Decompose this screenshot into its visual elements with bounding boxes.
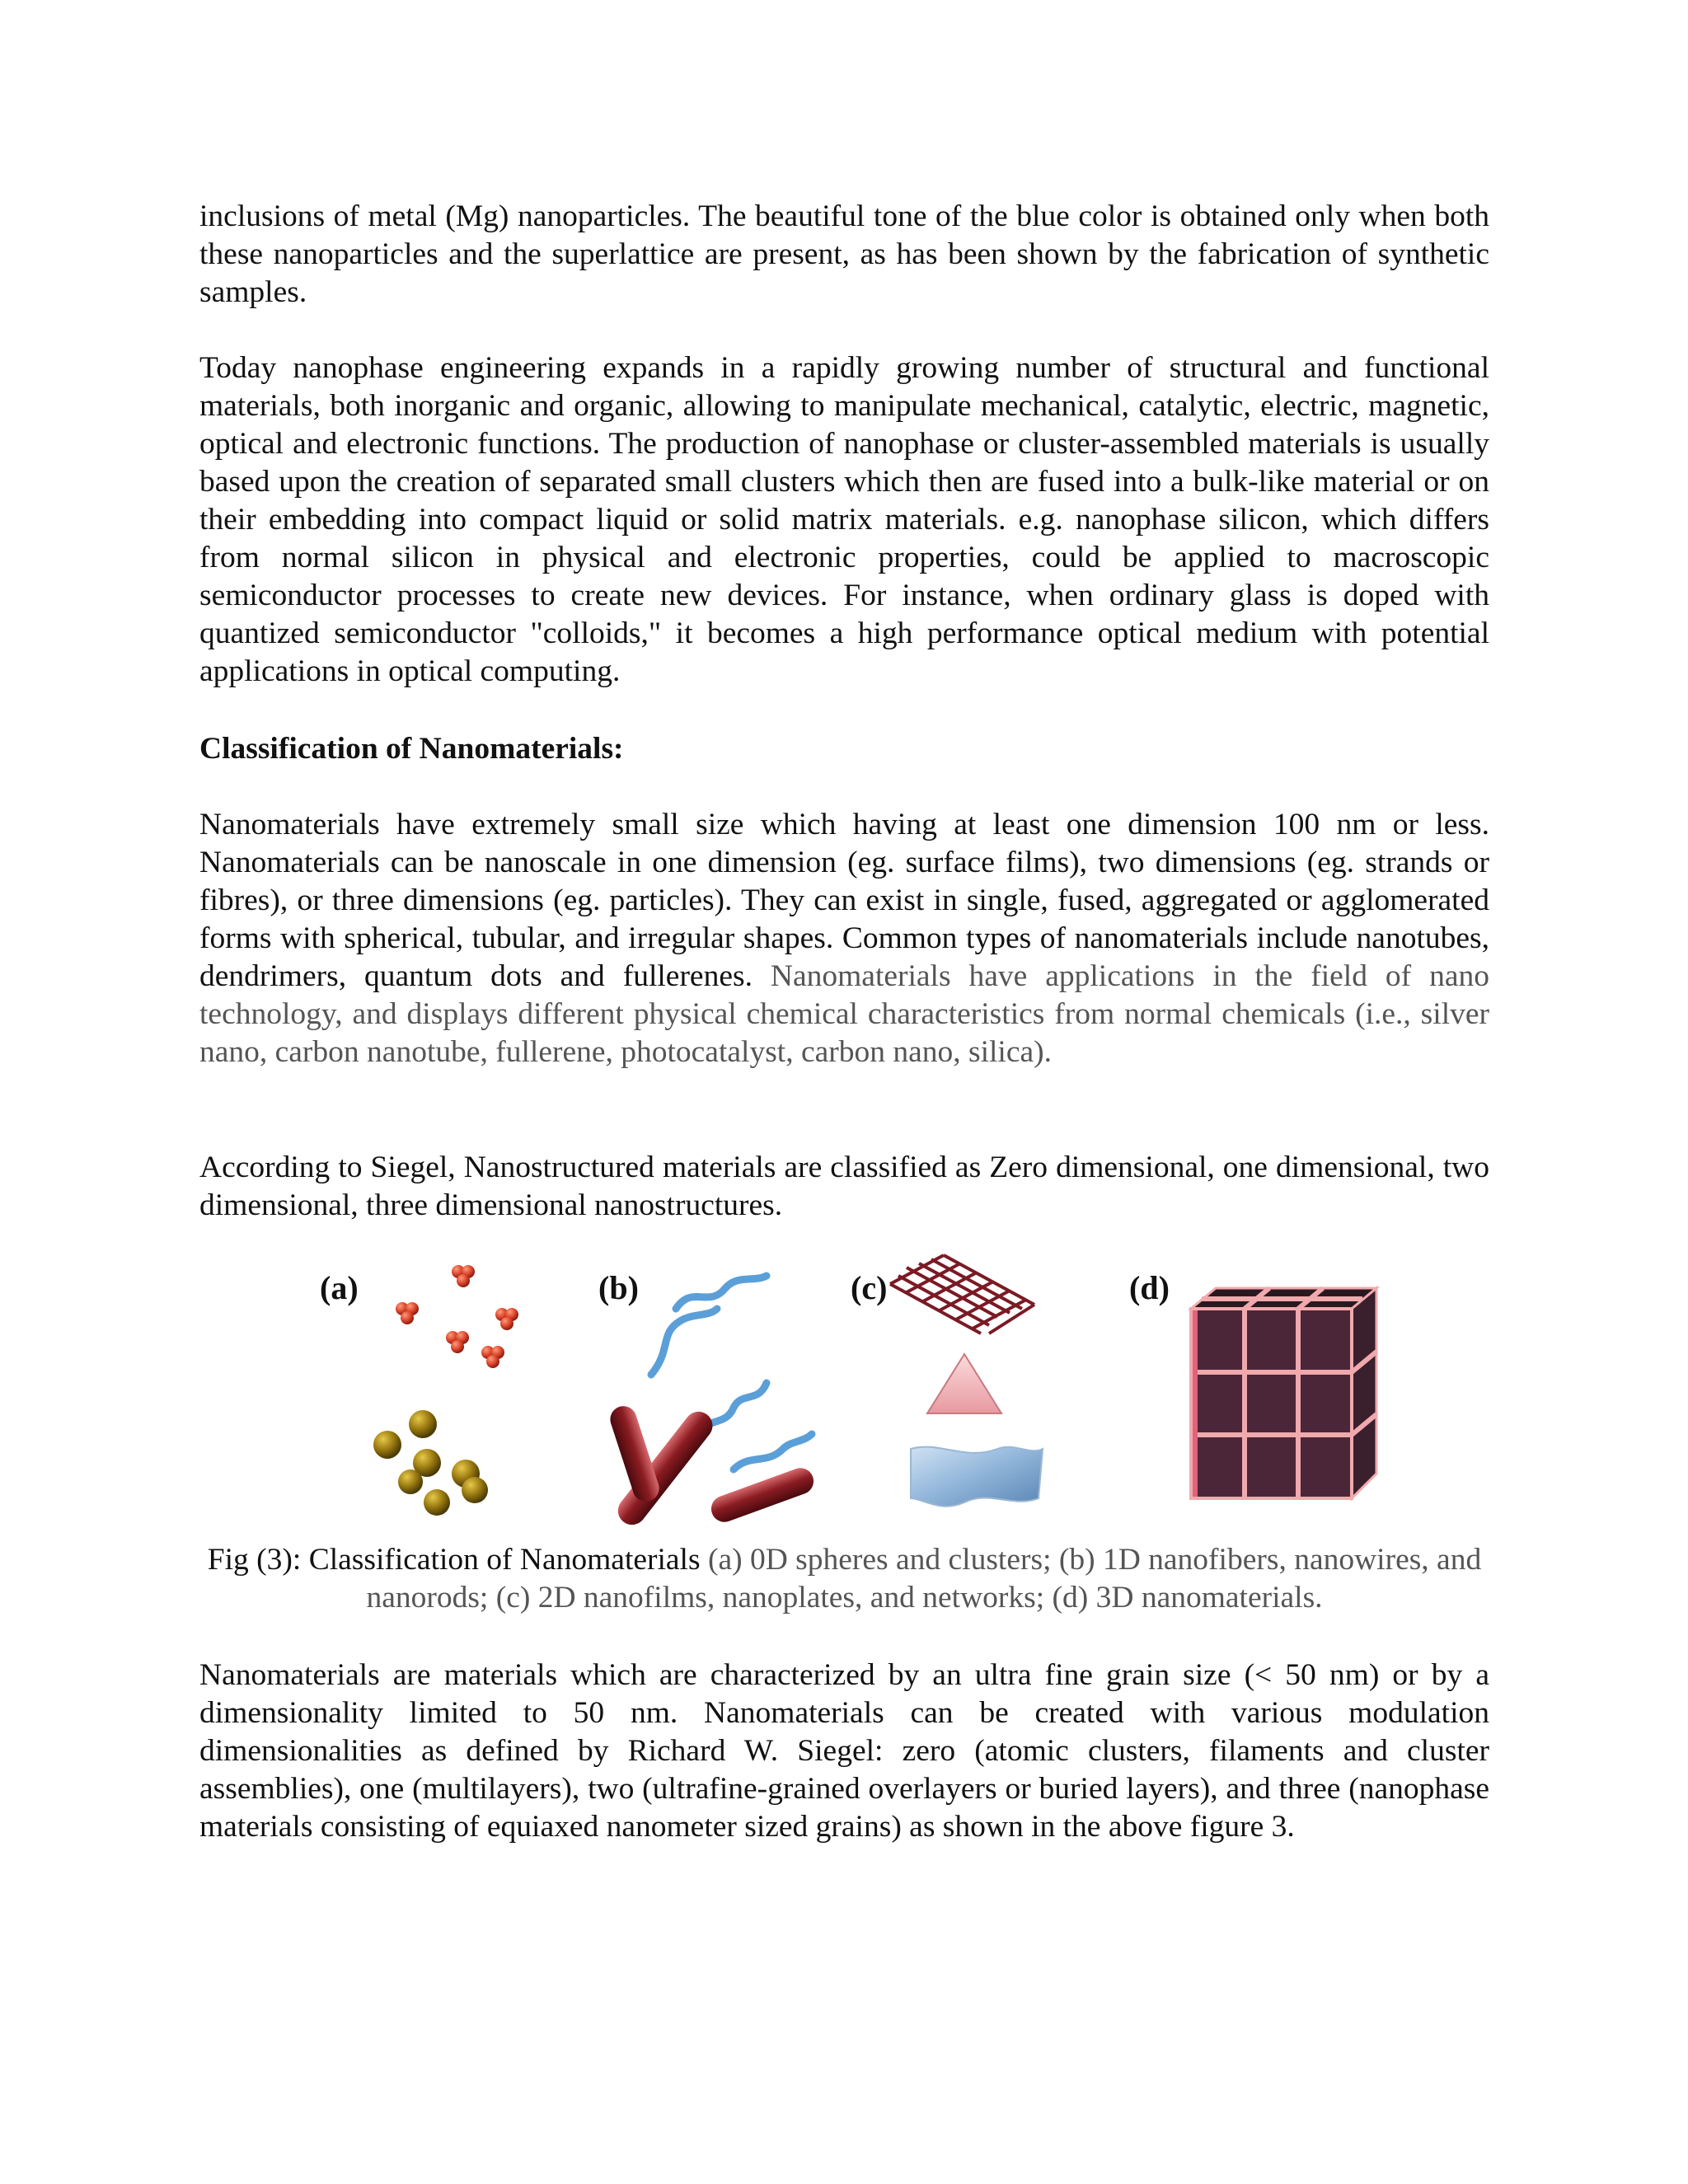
paragraph-block-5 (199, 1657, 1489, 1846)
paragraph-siegel-dimensionality: Nanomaterials are materials which are characterized by an ultra fine grain size (< 50 nm) or by a dimensionality limited to 50 nm. Nanomaterials can be created with various modulation dimensionalities as defined by Richard W. Siegel: zero (atomic clusters, filaments and cluster assemblies), one (multilayers), two (ultrafine-grained overlayers or buried layers), and three (nanophase materials consisting of equiaxed nanometer sized grains) as shown in the above figure 3. (199, 1658, 1489, 1844)
paragraph-block-1 (199, 198, 1489, 312)
paragraph-nanomaterials-size (199, 806, 1489, 1071)
paragraph-mg-nanoparticles: inclusions of metal (Mg) nanoparticles. The beautiful tone of the blue color is obtained only when both these nanoparticles and the superlattice are present, as has been shown by the fabrication of synthetic samples. (199, 199, 1489, 309)
paragraph-nanomaterials-size-main: Nanomaterials have extremely small size which having at least one dimension 100 nm or less. Nanomaterials can be nanoscale in one dimension (eg. surface films), two dimensions (eg. strands or fibres), or three dimensions (eg. particles). They can exist in single, fused, aggregated or agglomerated forms with spherical, tubular, and irregular shapes. Common types of nanomaterials include nanotubes, dendrimers, quantum dots and fullerenes. (199, 808, 1489, 993)
panel-b-1d (598, 1269, 818, 1525)
nanofilm-sheet (911, 1447, 1043, 1507)
red-clusters (396, 1265, 518, 1368)
figure-caption-description: (a) 0D spheres and clusters; (b) 1D nanofibers, nanowires, and nanorods; (c) 2D nanofilms, nanoplates, and networks; (d) 3D nanomaterials. (366, 1543, 1482, 1615)
gold-spheres (373, 1410, 488, 1516)
figure-classification-of-nanomaterials (305, 1251, 1389, 1525)
nanonetwork-grid (890, 1255, 1034, 1333)
paragraph-block-3 (199, 806, 1489, 1071)
nanoplate-triangle (927, 1354, 1001, 1413)
panel-b-label: (b) (598, 1269, 639, 1306)
panel-d-3d (1129, 1269, 1376, 1498)
paragraph-nanomaterials-applications: Nanomaterials have applications in the field of nano technology, and displays different physical chemical characteristics from normal chemicals (i.e., silver nano, carbon nanotube, fullerene, photocatalyst, carbon nano, silica). (199, 959, 1489, 1069)
panel-a-label: (a) (320, 1269, 359, 1306)
paragraph-nanophase-engineering: Today nanophase engineering expands in a rapidly growing number of structural and functional materials, both inorganic and organic, allowing to manipulate mechanical, catalytic, electric, magnetic, optical and electronic functions. The production of nanophase or cluster-assembled materials is usually based upon the creation of separated small clusters which then are fused into a bulk-like material or on their embedding into compact liquid or solid matrix materials. e.g. nanophase silicon, which differs from normal silicon in physical and electronic properties, could be applied to macroscopic semiconductor processes to create new devices. For instance, when ordinary glass is doped with quantized semiconductor "colloids," it becomes a high performance optical medium with potential applications in optical computing. (199, 351, 1489, 688)
section-heading-block (199, 730, 1489, 768)
figure-caption-title: Fig (3): Classification of Nanomaterials (207, 1543, 701, 1577)
paragraph-siegel-classification: According to Siegel, Nanostructured materials are classified as Zero dimensional, one dimensional, two dimensional, three dimensional nanostructures. (199, 1151, 1489, 1222)
section-heading-classification: Classification of Nanomaterials: (199, 732, 624, 766)
paragraph-block-2 (199, 349, 1489, 691)
panel-d-label: (d) (1129, 1269, 1170, 1306)
panel-a-0d (320, 1265, 518, 1516)
nanocube-3d (1191, 1288, 1376, 1498)
figure-caption (199, 1541, 1489, 1617)
paragraph-block-4 (199, 1149, 1489, 1225)
panel-c-2d (851, 1255, 1043, 1507)
panel-c-label: (c) (851, 1269, 888, 1306)
